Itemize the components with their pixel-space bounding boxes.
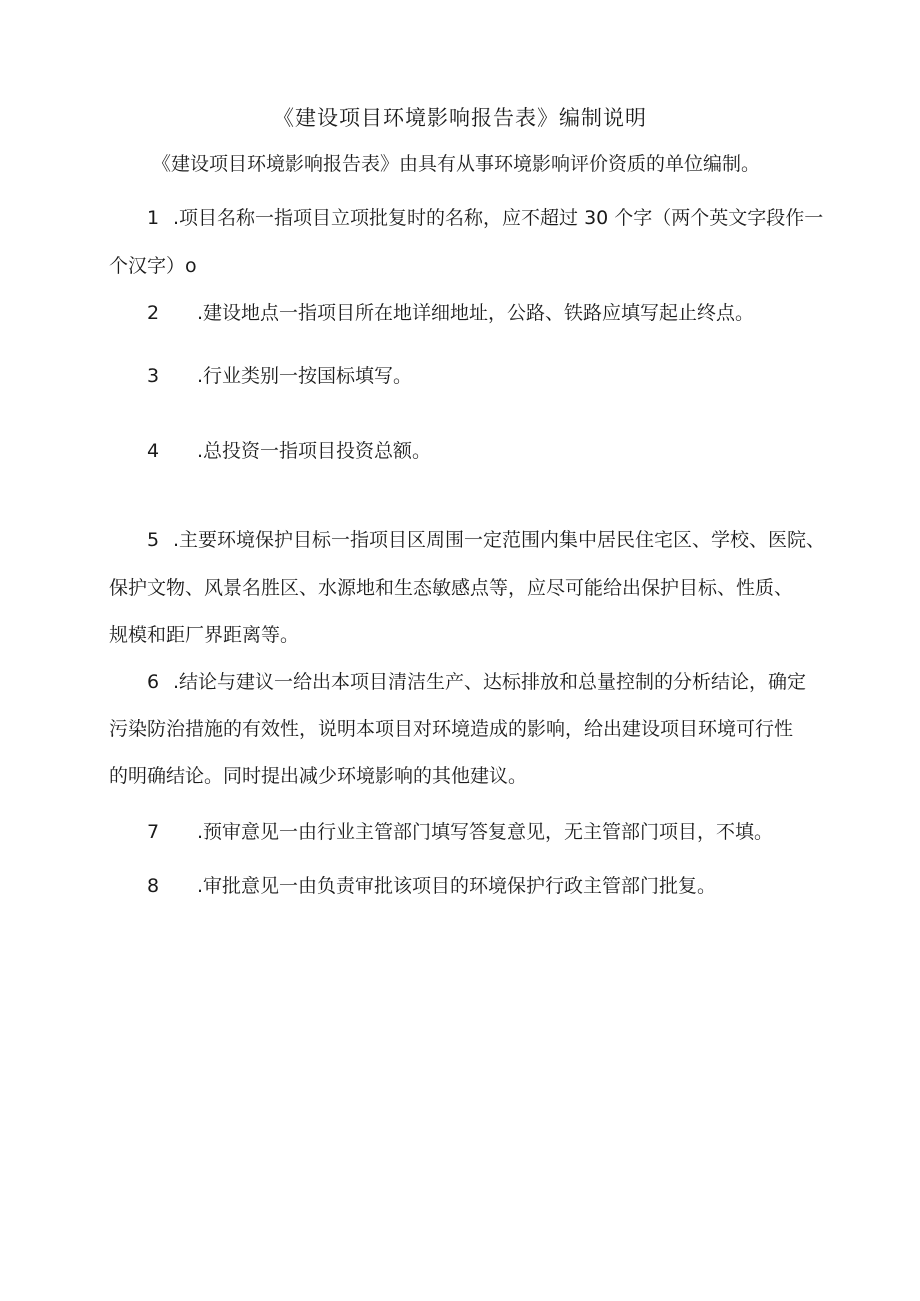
item-2 xyxy=(147,299,754,327)
item-number: 5 xyxy=(147,529,160,551)
item-6-continuation: 的明确结论。同时提出减少环境影响的其他建议。 xyxy=(109,765,528,787)
item-6 xyxy=(147,668,806,696)
item-8 xyxy=(147,872,716,900)
item-5-continuation: 规模和距厂界距离等。 xyxy=(109,624,300,646)
item-5-continuation: 保护文物、风景名胜区、水源地和生态敏感点等，应尽可能给出保护目标、性质、 xyxy=(109,577,794,599)
item-7 xyxy=(147,818,773,846)
item-number: 7 xyxy=(147,821,160,843)
item-1-continuation: 个汉字）o xyxy=(109,255,197,277)
item-number: 3 xyxy=(147,365,160,387)
item-text: .项目名称一指项目立项批复时的名称，应不超过 30 个字（两个英文字段作一 xyxy=(173,207,824,229)
intro-paragraph: 《建设项目环境影响报告表》由具有从事环境影响评价资质的单位编制。 xyxy=(152,153,761,175)
item-text: .建设地点一指项目所在地详细地址，公路、铁路应填写起止终点。 xyxy=(197,302,755,324)
item-number: 1 xyxy=(147,207,160,229)
item-text: .总投资一指项目投资总额。 xyxy=(197,440,432,462)
item-4 xyxy=(147,437,431,465)
item-6-continuation: 污染防治措施的有效性，说明本项目对环境造成的影响，给出建设项目环境可行性 xyxy=(109,718,794,740)
item-text: .主要环境保护目标一指项目区周围一定范围内集中居民住宅区、学校、医院、 xyxy=(173,529,826,551)
item-text: .预审意见一由行业主管部门填写答复意见，无主管部门项目，不填。 xyxy=(197,821,774,843)
item-5 xyxy=(147,526,825,554)
item-text: .审批意见一由负责审批该项目的环境保护行政主管部门批复。 xyxy=(197,875,717,897)
item-1 xyxy=(147,204,823,232)
item-text: .行业类别一按国标填写。 xyxy=(197,365,413,387)
item-number: 8 xyxy=(147,875,160,897)
item-number: 2 xyxy=(147,302,160,324)
item-text: .结论与建议一给出本项目清洁生产、达标排放和总量控制的分析结论，确定 xyxy=(173,671,807,693)
item-number: 6 xyxy=(147,671,160,693)
item-number: 4 xyxy=(147,440,160,462)
document-title: 《建设项目环境影响报告表》编制说明 xyxy=(273,106,647,130)
item-3 xyxy=(147,362,412,390)
